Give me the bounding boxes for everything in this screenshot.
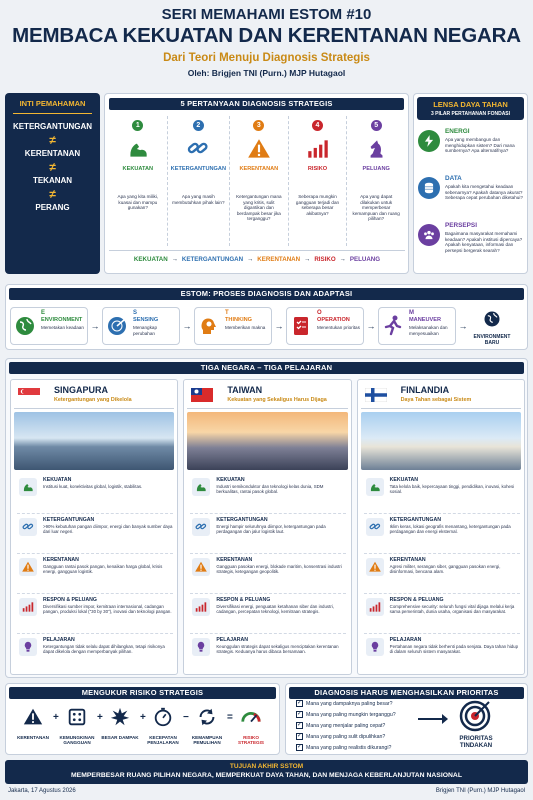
country-column	[357, 379, 525, 675]
priority-question: Mana yang paling sulit dipulihkan?	[306, 733, 386, 740]
row-title: RESPON & PELUANG	[216, 597, 271, 603]
priority-result: PRIORITAS TINDAKAN	[459, 735, 493, 750]
country-row	[17, 596, 173, 634]
tujuan-panel	[5, 760, 528, 784]
database-icon	[418, 177, 440, 199]
row-title: KEKUATAN	[389, 477, 418, 483]
priority-question: Mana yang paling realistis dikurangi?	[306, 744, 392, 751]
tujuan-text: MEMPERBESAR RUANG PILIHAN NEGARA, MEMPERKUAT DAYA TAHAN, DAN MENJAGA KEBERLANJUTAN NASIONAL	[71, 772, 462, 779]
country-row	[190, 556, 346, 594]
priority-check-item	[296, 744, 391, 751]
priority-question: Mana yang dampaknya paling besar?	[306, 700, 393, 707]
row-text: Ketergantungan tidak selalu dapat dihilangkan, tetapi risikonya dapat dikelola dengan memperbanyak pilihan.	[43, 644, 165, 655]
question-number: 2	[193, 120, 204, 131]
flow-arrow: →	[171, 256, 178, 263]
head-gears-icon	[197, 314, 221, 343]
estom-letter: T	[225, 310, 229, 316]
row-title: PELAJARAN	[43, 637, 75, 643]
author-line: Oleh: Brigjen TNI (Purn.) MJP Hutagaol	[187, 68, 346, 78]
estom-name: OPERATION	[317, 317, 350, 323]
estom-letter: S	[133, 310, 138, 316]
target-icon	[459, 700, 491, 732]
row-title: RESPON & PELUANG	[389, 597, 444, 603]
question-text: Apa yang dapat dilakukan untuk memperbesar kemampuan dan ruang pilihan?	[352, 194, 400, 222]
bulb-icon	[192, 638, 210, 656]
estom-name: ENVIRONMENT	[41, 317, 83, 323]
risk-factor-label: KEMAMPUAN PEMULIHAN	[191, 735, 223, 746]
row-title: KERENTANAN	[216, 557, 253, 563]
bulb-icon	[19, 638, 37, 656]
lensa-panel	[413, 93, 528, 274]
priority-check-item	[296, 700, 393, 707]
checkbox-icon: ✓	[297, 700, 303, 706]
flag-icon	[365, 388, 387, 407]
inti-list	[5, 122, 100, 213]
country-column	[10, 379, 178, 675]
risk-bars-icon	[366, 598, 384, 616]
chess-knight-icon	[363, 136, 389, 162]
not-equal-sign: ≠	[49, 160, 56, 174]
question-column	[230, 116, 289, 246]
priority-check-item	[296, 722, 385, 729]
row-title: KERENTANAN	[389, 557, 426, 563]
footer-author: Brigjen TNI (Purn.) MJP Hutagaol	[435, 788, 525, 794]
risk-factor	[186, 706, 228, 746]
country-name: SINGAPURA	[54, 385, 109, 395]
country-row	[17, 476, 173, 514]
question-column	[168, 116, 230, 246]
pillar-name: DATA	[445, 175, 462, 182]
row-text: Gangguan rantai pasok pangan, kenaikan harga global, krisis energi, gangguan logistik.	[43, 564, 163, 575]
country-row	[17, 636, 173, 682]
risiko-title: MENGUKUR RISIKO STRATEGIS	[9, 687, 276, 699]
row-text: Comprehensive security: seluruh fungsi vital dijaga melalui kerja sama pemerintah, dunia usaha, organisasi dan masyarakat.	[389, 604, 515, 615]
pertanyaan-columns	[109, 116, 405, 246]
lightning-icon	[418, 130, 440, 152]
bulb-icon	[366, 638, 384, 656]
inti-term: KETERGANTUNGAN	[12, 122, 93, 131]
question-heading: PELUANG	[362, 166, 390, 172]
globe-icon	[470, 309, 514, 334]
row-title: KEKUATAN	[216, 477, 245, 483]
question-text: Apa yang masih membutuhkan pihak lain?	[172, 194, 225, 205]
flow-step: PELUANG	[349, 256, 381, 263]
country-row	[190, 596, 346, 634]
country-columns	[10, 379, 525, 675]
risk-factor-label: KEMUNGKINAN GANGGUAN	[59, 735, 95, 746]
people-icon	[418, 224, 440, 246]
risk-factor	[99, 706, 141, 740]
country-row	[364, 516, 520, 554]
row-title: PELAJARAN	[389, 637, 422, 643]
inti-title: INTI PEMAHAMAN	[19, 99, 86, 108]
risk-factor-label: BESAR DAMPAK	[101, 735, 139, 740]
row-text: >90% kebutuhan pangan diimpor, energi dan banyak sumber daya dari luar negeri.	[43, 524, 173, 535]
estom-desc: Menentukan prioritas	[317, 325, 360, 330]
question-number: 1	[132, 120, 143, 131]
pillar-text: Apakah kita mengetahui keadaan sebenarnya? Apakah datanya akurat? Seberapa cepat perubahan diketahui?	[445, 184, 523, 201]
country-photo	[361, 412, 521, 470]
risk-factor-label: RISIKO STRATEGIS	[238, 735, 264, 746]
arrow-icon: →	[274, 321, 284, 331]
pillar-name: PERSEPSI	[445, 222, 477, 229]
pertanyaan-flow	[109, 250, 405, 268]
risk-factor	[56, 706, 98, 746]
country-name: FINLANDIA	[400, 385, 450, 395]
radar-icon	[105, 314, 129, 343]
risk-bars-icon	[19, 598, 37, 616]
priority-arrow	[418, 712, 448, 724]
tiga-panel	[5, 358, 528, 678]
risk-bars-icon	[305, 136, 331, 162]
explosion-icon	[99, 706, 141, 733]
question-text: Seberapa mungkin gangguan terjadi dan seberapa besar akibatnya?	[295, 194, 340, 216]
chain-link-icon	[185, 136, 211, 162]
country-row	[190, 476, 346, 514]
row-text: Energi hampir seluruhnya diimpor, ketergantungan pada perdagangan dan jalur logistik laut.	[216, 524, 326, 535]
row-text: Iklim keras, lokasi geografis menantang, ketergantungan pada perdagangan dan energi eksternal.	[389, 524, 511, 535]
question-number: 5	[371, 120, 382, 131]
country-tagline: Ketergantungan yang Dikelola	[54, 397, 132, 403]
question-heading: KERENTANAN	[239, 166, 279, 172]
inti-term: PERANG	[35, 203, 70, 212]
question-heading: KETERGANTUNGAN	[170, 166, 226, 172]
country-row	[364, 556, 520, 594]
estom-step	[102, 307, 180, 345]
muscle-icon	[125, 136, 151, 162]
main-title: MEMBACA KEKUATAN DAN KERENTANAN NEGARA	[12, 24, 521, 47]
inti-term: TEKANAN	[32, 176, 73, 185]
risk-factor	[12, 706, 54, 740]
flow-step: KETERGANTUNGAN	[181, 256, 244, 263]
estom-name: SENSING	[133, 317, 159, 323]
country-row	[190, 636, 346, 682]
country-header	[14, 383, 174, 409]
estom-title: ESTOM: PROSES DIAGNOSIS DAN ADAPTASI	[9, 288, 524, 300]
inti-panel	[5, 93, 100, 274]
flow-arrow: →	[304, 256, 311, 263]
question-column	[289, 116, 348, 246]
muscle-icon	[19, 478, 37, 496]
lensa-header	[417, 97, 524, 120]
formula-operator: −	[183, 712, 189, 723]
gauge-icon	[230, 706, 272, 733]
tujuan-title: TUJUAN AKHIR SSTOM	[229, 763, 304, 770]
chain-link-icon	[19, 518, 37, 536]
chain-link-icon	[366, 518, 384, 536]
estom-end-label: ENVIRONMENT BARU	[473, 334, 511, 346]
warning-icon	[12, 706, 54, 733]
muscle-icon	[192, 478, 210, 496]
flow-arrow: →	[247, 256, 254, 263]
lensa-pillar	[418, 128, 524, 173]
inti-term: KERENTANAN	[24, 149, 81, 158]
lensa-pillar	[418, 222, 524, 267]
row-title: PELAJARAN	[216, 637, 249, 643]
question-text: Apa yang kita miliki, kuasai dan mampu gunakan?	[117, 194, 159, 211]
stopwatch-icon	[142, 706, 184, 733]
muscle-icon	[366, 478, 384, 496]
estom-step	[10, 307, 88, 345]
estom-name: MANEUVER	[409, 317, 442, 323]
pillar-text: Apa yang membangun dan menghidupkan sistem? Dari mana sumbernya? Apa alternatifnya?	[445, 137, 515, 154]
question-number: 4	[312, 120, 323, 131]
risk-bars-icon	[192, 598, 210, 616]
row-title: KERENTANAN	[43, 557, 79, 563]
flow-arrow: →	[339, 256, 346, 263]
warning-icon	[246, 136, 272, 162]
question-text: Ketergantungan mana yang kritis, sulit digantikan dan berdampak besar jika terganggu?	[236, 194, 282, 222]
risk-factor-label: KERENTANAN	[17, 735, 49, 740]
priority-question: Mana yang paling mungkin terganggu?	[306, 711, 396, 718]
arrow-icon: →	[458, 321, 468, 331]
country-header	[187, 383, 347, 409]
row-title: KETERGANTUNGAN	[43, 517, 95, 523]
row-text: Industri semikonduktor dan teknologi kelas dunia, SDM berkualitas, rantai pasok global.	[216, 484, 324, 495]
tiga-title: TIGA NEGARA – TIGA PELAJARAN	[9, 362, 524, 374]
recovery-icon	[186, 706, 228, 733]
country-photo	[187, 412, 347, 470]
formula-operator: =	[227, 712, 233, 723]
flag-icon	[191, 388, 213, 407]
estom-steps	[10, 305, 525, 347]
risk-factor-label: KECEPATAN PENJALARAN	[147, 735, 179, 746]
row-text: Diversifikasi sumber impor, kemitraan internasional, cadangan pangan, produksi lokal ("30 by 30"), inovasi dan teknologi pangan.	[43, 604, 172, 615]
flag-icon	[18, 388, 40, 407]
flow-step: KEKUATAN	[133, 256, 168, 263]
risk-factor	[142, 706, 184, 746]
row-title: KETERGANTUNGAN	[389, 517, 441, 523]
checkbox-icon: ✓	[297, 733, 303, 739]
estom-step	[286, 307, 364, 345]
formula-operator: +	[97, 712, 103, 723]
question-heading: KEKUATAN	[122, 166, 154, 172]
country-header	[361, 383, 521, 409]
not-equal-sign: ≠	[49, 133, 56, 147]
question-column	[109, 116, 168, 246]
country-column	[183, 379, 351, 675]
estom-end	[470, 307, 514, 345]
estom-letter: M	[409, 310, 414, 316]
lensa-subtitle: 3 PILAR PERTAHANAN FONDASI	[430, 111, 511, 117]
priority-question: Mana yang menjalar paling cepat?	[306, 722, 386, 729]
country-tagline: Kekuatan yang Sekaligus Harus Dijaga	[227, 397, 327, 403]
pertanyaan-title: 5 PERTANYAAN DIAGNOSIS STRATEGIS	[109, 98, 404, 110]
formula-operator: +	[140, 712, 146, 723]
warning-icon	[366, 558, 384, 576]
row-text: Diversifikasi energi, penguatan ketahanan siber dan industri, cadangan, percepatan teknologi, kemitraan strategis.	[216, 604, 334, 615]
estom-desc: Melaksanakan dan menyesuaikan	[409, 325, 448, 336]
row-title: RESPON & PELUANG	[43, 597, 97, 603]
country-row	[17, 516, 173, 554]
subtitle: Dari Teori Menuju Diagnosis Strategis	[163, 52, 370, 64]
estom-panel	[5, 284, 528, 350]
priority-check-item	[296, 711, 396, 718]
checkbox-icon: ✓	[297, 744, 303, 750]
row-text: Pertahanan negara tidak berhenti pada senjata. Daya tahan hidup di dalam seluruh sistem masyarakat.	[389, 644, 519, 655]
pillar-text: Bagaimana masyarakat memahami keadaan? Apakah institusi dipercaya? Apakah kenyataan, informasi dan persepsi bergerak searah?	[445, 231, 523, 253]
question-column	[347, 116, 405, 246]
prioritas-title: DIAGNOSIS HARUS MENGHASILKAN PRIORITAS	[289, 687, 524, 699]
estom-desc: Memetakan keadaan	[41, 325, 84, 330]
globe-icon	[13, 314, 37, 343]
row-text: Agresi militer, serangan siber, gangguan pasokan energi, disinformasi, bencana alam.	[389, 564, 501, 575]
row-text: Institusi kuat, konektivitas global, logistik, stabilitas.	[43, 484, 143, 489]
row-title: KEKUATAN	[43, 477, 72, 483]
estom-step	[378, 307, 456, 345]
country-row	[364, 636, 520, 682]
arrow-icon: →	[182, 321, 192, 331]
estom-desc: Memberikan makna	[225, 325, 266, 330]
warning-icon	[19, 558, 37, 576]
running-icon	[381, 314, 405, 343]
not-equal-sign: ≠	[49, 187, 56, 201]
arrow-icon: →	[366, 321, 376, 331]
risk-factor	[230, 706, 272, 746]
country-row	[364, 596, 520, 634]
question-heading: RISIKO	[307, 166, 328, 172]
risk-formula	[6, 702, 281, 754]
lensa-pillar	[418, 175, 524, 220]
row-title: KETERGANTUNGAN	[216, 517, 268, 523]
country-tagline: Daya Tahan sebagai Sistem	[400, 397, 472, 403]
chain-link-icon	[192, 518, 210, 536]
pertanyaan-panel	[104, 93, 409, 274]
question-number: 3	[253, 120, 264, 131]
country-row	[364, 476, 520, 514]
risiko-panel	[5, 683, 280, 755]
warning-icon	[192, 558, 210, 576]
estom-name: THINKING	[225, 317, 253, 323]
estom-step	[194, 307, 272, 345]
checkbox-icon: ✓	[297, 711, 303, 717]
country-row	[190, 516, 346, 554]
footer-date: Jakarta, 17 Agustus 2026	[8, 788, 76, 794]
row-text: Tata kelola baik, kepercayaan tinggi, pendidikan, inovasi, kohesi sosial.	[389, 484, 515, 495]
lensa-title: LENSA DAYA TAHAN	[433, 100, 508, 109]
priority-check-item	[296, 733, 385, 740]
row-text: Keunggulan strategis dapat sekaligus menciptakan kerentanan strategis. Keduanya harus dibaca bersamaan.	[216, 644, 339, 655]
country-photo	[14, 412, 174, 470]
checkbox-icon: ✓	[297, 722, 303, 728]
flow-step: RISIKO	[314, 256, 336, 263]
arrow-icon: →	[90, 321, 100, 331]
estom-letter: O	[317, 310, 322, 316]
country-name: TAIWAN	[227, 385, 263, 395]
checklist-icon	[289, 314, 313, 343]
estom-letter: E	[41, 310, 46, 316]
row-text: Gangguan pasokan energi, blokade maritim, konsentrasi industri strategis, ketegangan geopolitik.	[216, 564, 342, 575]
flow-step: KERENTANAN	[257, 256, 301, 263]
pillar-name: ENERGI	[445, 128, 470, 135]
series-title: SERI MEMAHAMI ESTOM #10	[161, 6, 372, 23]
estom-desc: Menangkap perubahan	[133, 325, 158, 336]
dice-icon	[56, 706, 98, 733]
country-row	[17, 556, 173, 594]
formula-operator: +	[53, 712, 59, 723]
